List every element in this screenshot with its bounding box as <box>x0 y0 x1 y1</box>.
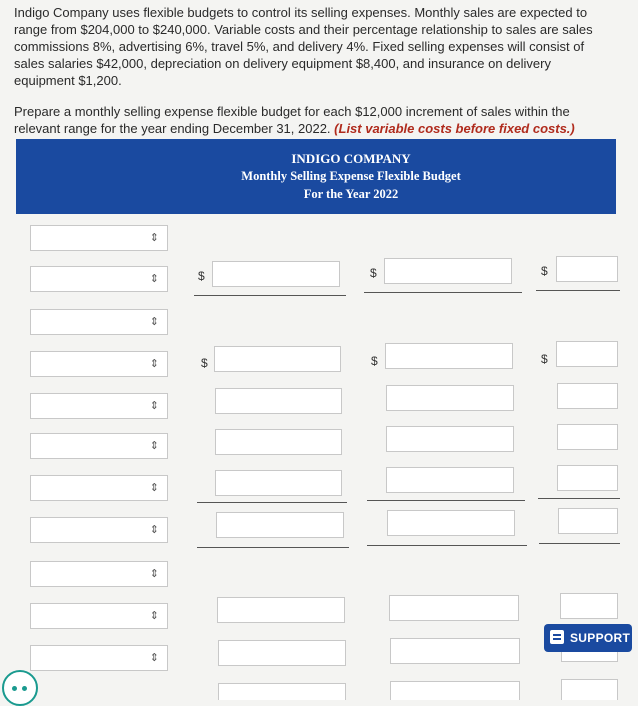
problem-paragraph-2-text: Prepare a monthly selling expense flexible budget for each $12,000 increment of sales within the relevant range for the year ending December 31, 2022. <box>14 104 570 136</box>
underline <box>367 545 527 546</box>
underline <box>538 498 620 499</box>
row11-col2-input[interactable] <box>390 638 520 664</box>
sales-col2-input[interactable] <box>384 258 512 284</box>
dollar-sign: $ <box>371 354 378 368</box>
dollar-sign: $ <box>541 352 548 366</box>
chevron-updown-icon: ⇕ <box>149 399 159 412</box>
row5-col2-input[interactable] <box>386 385 514 411</box>
chevron-updown-icon: ⇕ <box>149 523 159 536</box>
dollar-sign: $ <box>198 269 205 283</box>
dollar-sign: $ <box>201 356 208 370</box>
row12-col3-input[interactable] <box>561 679 618 700</box>
chevron-updown-icon: ⇕ <box>149 609 159 622</box>
dollar-sign: $ <box>541 264 548 278</box>
company-name: INDIGO COMPANY <box>291 151 411 166</box>
dollar-sign: $ <box>370 266 377 280</box>
select-row-10[interactable] <box>30 603 168 629</box>
row5-col3-input[interactable] <box>557 383 618 409</box>
problem-paragraph-2 <box>14 103 614 137</box>
budget-title: Monthly Selling Expense Flexible Budget <box>241 169 461 183</box>
row10-col2-input[interactable] <box>389 595 519 621</box>
instruction-note: (List variable costs before fixed costs.) <box>334 121 575 136</box>
select-row-2[interactable] <box>30 266 168 292</box>
sales-col3-input[interactable] <box>556 256 618 282</box>
chevron-updown-icon: ⇕ <box>149 439 159 452</box>
underline <box>197 502 347 503</box>
select-row-6[interactable] <box>30 433 168 459</box>
row12-col1-input[interactable] <box>218 683 346 700</box>
row4-col1-input[interactable] <box>214 346 341 372</box>
chevron-updown-icon: ⇕ <box>149 315 159 328</box>
row7-col3-input[interactable] <box>557 465 618 491</box>
select-row-9[interactable] <box>30 561 168 587</box>
row10-col3-input[interactable] <box>560 593 618 619</box>
underline <box>197 547 349 548</box>
row5-col1-input[interactable] <box>215 388 342 414</box>
underline <box>194 295 346 296</box>
chat-icon <box>550 630 564 644</box>
chevron-updown-icon: ⇕ <box>149 231 159 244</box>
row11-col1-input[interactable] <box>218 640 346 666</box>
select-row-1[interactable] <box>30 225 168 251</box>
row7-col2-input[interactable] <box>386 467 514 493</box>
select-row-4[interactable] <box>30 351 168 377</box>
row6-col1-input[interactable] <box>215 429 342 455</box>
select-row-7[interactable] <box>30 475 168 501</box>
row10-col1-input[interactable] <box>217 597 345 623</box>
problem-text <box>14 4 614 151</box>
underline <box>367 500 525 501</box>
help-icon[interactable] <box>2 670 38 706</box>
row4-col3-input[interactable] <box>556 341 618 367</box>
select-row-8[interactable] <box>30 517 168 543</box>
row6-col2-input[interactable] <box>386 426 514 452</box>
chevron-updown-icon: ⇕ <box>149 481 159 494</box>
chevron-updown-icon: ⇕ <box>149 272 159 285</box>
chevron-updown-icon: ⇕ <box>149 651 159 664</box>
chevron-updown-icon: ⇕ <box>149 567 159 580</box>
support-label: SUPPORT <box>570 631 631 645</box>
budget-header <box>16 139 616 214</box>
underline <box>364 292 522 293</box>
row6-col3-input[interactable] <box>557 424 618 450</box>
underline <box>539 543 620 544</box>
row12-col2-input[interactable] <box>390 681 520 700</box>
row7-col1-input[interactable] <box>215 470 342 496</box>
support-button[interactable] <box>544 624 632 652</box>
select-row-11[interactable] <box>30 645 168 671</box>
problem-paragraph-1: Indigo Company uses flexible budgets to control its selling expenses. Monthly sales are expected to range from $204,000 to $240,000. Variable costs and their percentage relationship to sales are sales commissions 8%, advertising 6%, travel 5%, and delivery 4%. Fixed selling expenses will consist of sales salaries $42,000, depreciation on delivery equipment $8,400, and insurance on delivery equipment $1,200. <box>14 5 593 88</box>
select-row-3[interactable] <box>30 309 168 335</box>
underline <box>536 290 620 291</box>
row4-col2-input[interactable] <box>385 343 513 369</box>
chevron-updown-icon: ⇕ <box>149 357 159 370</box>
row8-col3-input[interactable] <box>558 508 618 534</box>
row8-col1-input[interactable] <box>216 512 344 538</box>
sales-col1-input[interactable] <box>212 261 340 287</box>
select-row-5[interactable] <box>30 393 168 419</box>
row8-col2-input[interactable] <box>387 510 515 536</box>
budget-period: For the Year 2022 <box>303 187 399 201</box>
